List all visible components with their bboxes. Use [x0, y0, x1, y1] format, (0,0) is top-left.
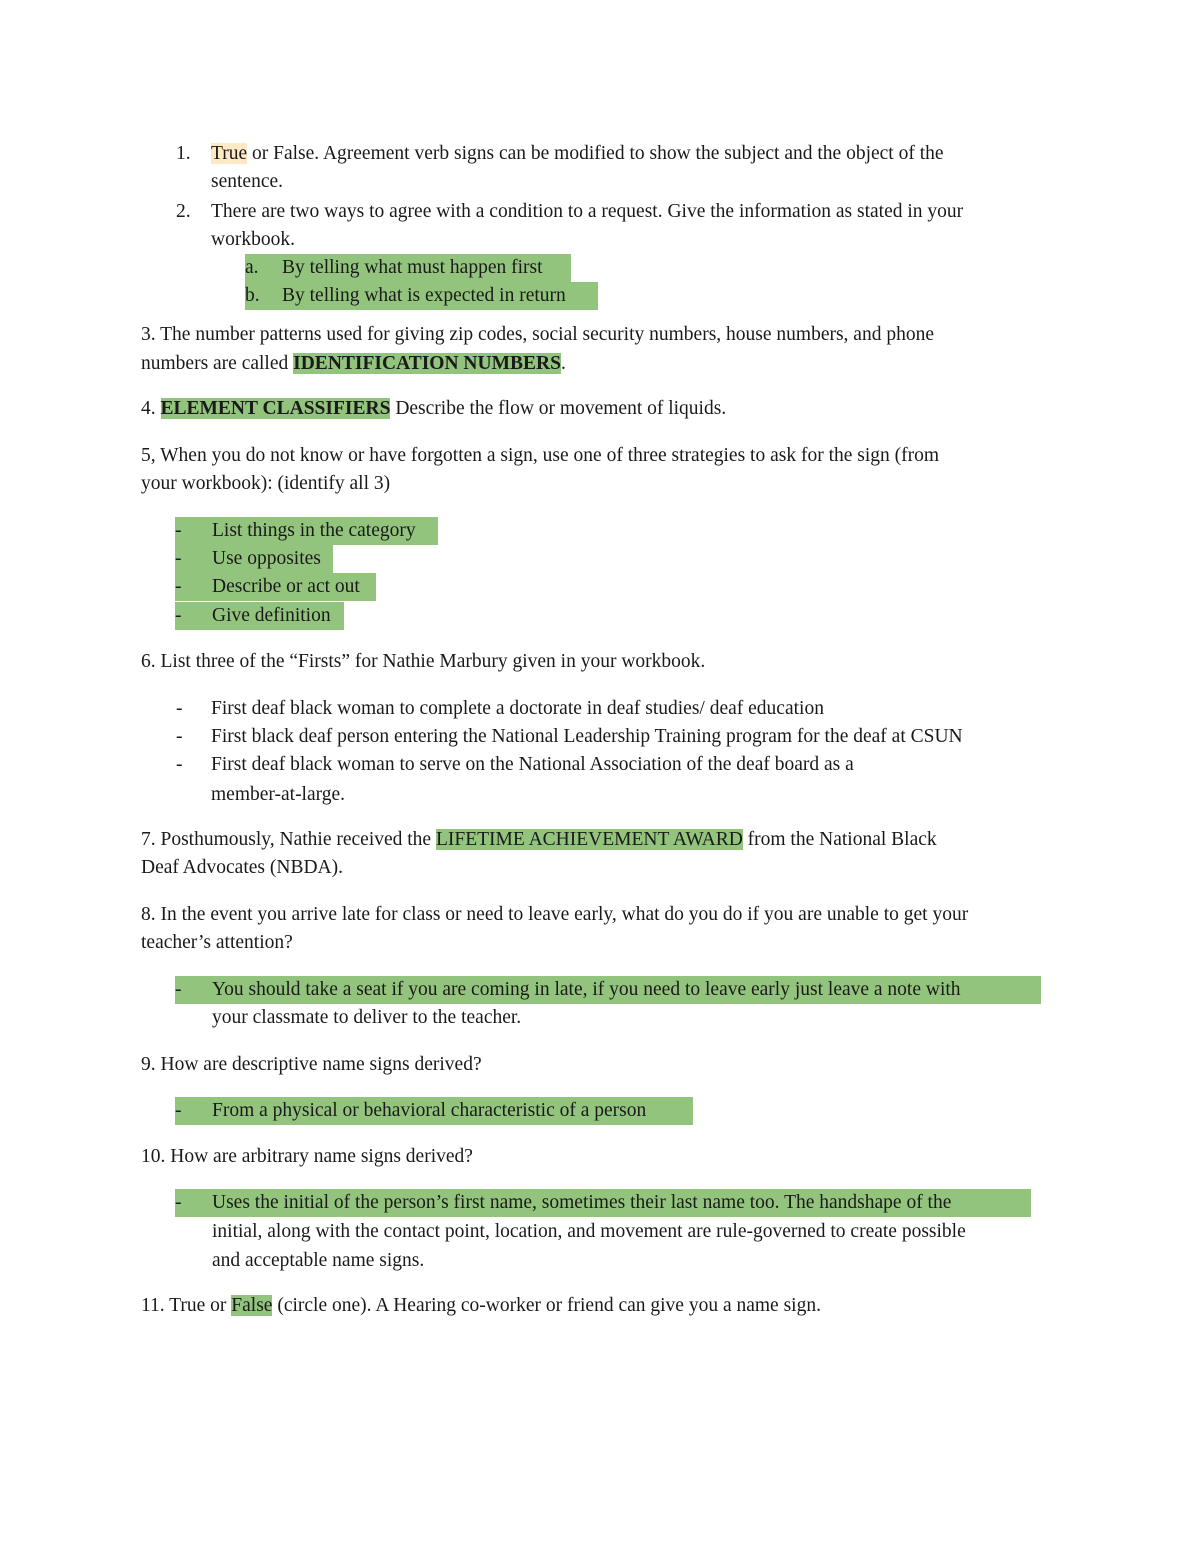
bullet: - — [175, 520, 182, 541]
q1-text: or False. Agreement verb signs can be modified to show the subject and the object of the — [247, 143, 944, 164]
q5-answer-1 — [175, 517, 438, 545]
q11-line — [141, 1292, 821, 1320]
answer-text: You should take a seat if you are coming in late, if you need to leave early just leave a note with — [212, 979, 961, 1000]
bullet: - — [175, 548, 182, 569]
q6-line: 6. List three of the “Firsts” for Nathie Marbury given in your workbook. — [141, 651, 706, 672]
answer-text: your classmate to deliver to the teacher. — [212, 1007, 522, 1028]
answer-text: Uses the initial of the person’s first name, sometimes their last name too. The handshape of the — [212, 1192, 952, 1213]
q7-text: 7. Posthumously, Nathie received the — [141, 829, 436, 850]
q6-bullet-3: - — [176, 754, 183, 775]
q2-number: 2. — [176, 201, 191, 222]
list-marker: a. — [245, 257, 259, 278]
bullet: - — [175, 1100, 182, 1121]
q6-item-3: First deaf black woman to serve on the National Association of the deaf board as a — [211, 754, 854, 775]
q9-line: 9. How are descriptive name signs derived? — [141, 1054, 482, 1075]
q5-line-1: 5, When you do not know or have forgotten a sign, use one of three strategies to ask for the sign (from — [141, 445, 940, 466]
answer-text: By telling what is expected in return — [282, 285, 566, 306]
q8-line-2: teacher’s attention? — [141, 932, 293, 953]
bullet: - — [175, 979, 182, 1000]
answer-text: From a physical or behavioral characteristic of a person — [212, 1100, 647, 1121]
q3-period: . — [560, 353, 566, 374]
q4-answer: ELEMENT CLASSIFIERS — [160, 398, 391, 419]
bullet: - — [175, 576, 182, 597]
q1-answer: True — [211, 143, 248, 164]
q4-number: 4. — [141, 398, 161, 419]
q7-text-post: from the National Black — [742, 829, 937, 850]
q8-line-1: 8. In the event you arrive late for class or need to leave early, what do you do if you are unable to get your — [141, 904, 969, 925]
q5-line-2: your workbook): (identify all 3) — [141, 473, 391, 494]
q3-answer: IDENTIFICATION NUMBERS — [293, 353, 561, 374]
q2-line-1: There are two ways to agree with a condition to a request. Give the information as stated in your — [211, 201, 964, 222]
q7-answer: LIFETIME ACHIEVEMENT AWARD — [435, 829, 743, 850]
q3-text: numbers are called — [141, 353, 294, 374]
q5-answer-3 — [175, 573, 376, 601]
q2-line-2: workbook. — [211, 229, 295, 250]
q6-bullet-1: - — [176, 698, 183, 719]
answer-text: List things in the category — [212, 520, 416, 541]
answer-text: initial, along with the contact point, location, and movement are rule-governed to create possible — [212, 1221, 966, 1242]
q7-line-1 — [141, 826, 937, 854]
q10-line: 10. How are arbitrary name signs derived? — [141, 1146, 473, 1167]
q4-line — [141, 395, 726, 423]
q3-line-1: 3. The number patterns used for giving zip codes, social security numbers, house numbers, and phone — [141, 324, 934, 345]
answer-text: By telling what must happen first — [282, 257, 543, 278]
q8-answer-line-1 — [175, 976, 1041, 1004]
q3-line-2 — [141, 350, 566, 378]
q2-answer-b — [245, 282, 598, 310]
q4-text: Describe the flow or movement of liquids. — [390, 398, 727, 419]
bullet: - — [175, 1192, 182, 1213]
q5-answer-2 — [175, 545, 333, 573]
bullet: - — [175, 605, 182, 626]
q11-text: 11. True or — [141, 1295, 232, 1316]
q6-item-3-cont: member-at-large. — [211, 784, 346, 805]
q6-bullet-2: - — [176, 726, 183, 747]
q11-answer: False — [231, 1295, 273, 1316]
q10-answer-line-1 — [175, 1189, 1031, 1217]
q2-answer-a — [245, 254, 571, 282]
answer-text: Give definition — [212, 605, 331, 626]
q6-item-2: First black deaf person entering the National Leadership Training program for the deaf at CSUN — [211, 726, 963, 747]
q9-answer — [175, 1097, 693, 1125]
answer-text: and acceptable name signs. — [212, 1250, 425, 1271]
q7-line-2: Deaf Advocates (NBDA). — [141, 857, 343, 878]
q1-number: 1. — [176, 143, 191, 164]
q1-line-2: sentence. — [211, 171, 284, 192]
answer-text: Describe or act out — [212, 576, 360, 597]
q1-line-1 — [211, 140, 944, 168]
q11-text-post: (circle one). A Hearing co-worker or friend can give you a name sign. — [272, 1295, 821, 1316]
q5-answer-4 — [175, 602, 344, 630]
q6-item-1: First deaf black woman to complete a doctorate in deaf studies/ deaf education — [211, 698, 824, 719]
answer-text: Use opposites — [212, 548, 321, 569]
list-marker: b. — [245, 285, 260, 306]
